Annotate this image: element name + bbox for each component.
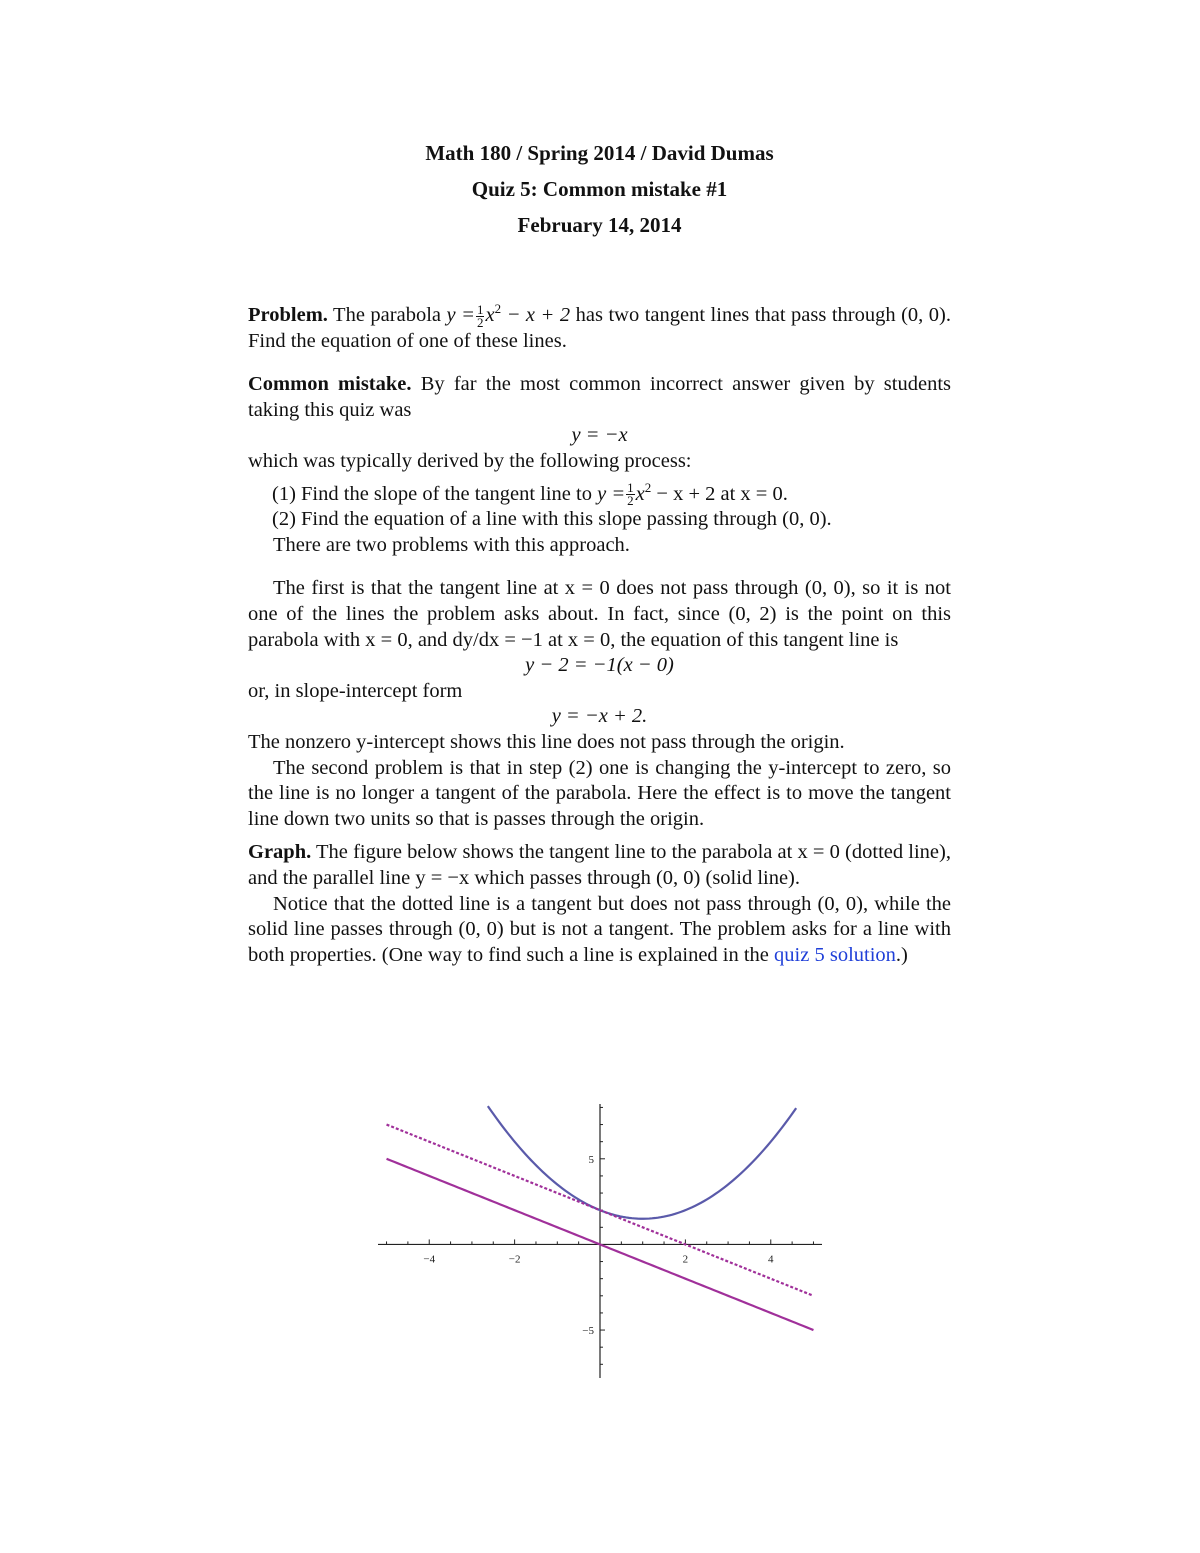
process-steps	[248, 475, 951, 533]
y-tick-label: 5	[588, 1153, 594, 1166]
problem-eq-base: x	[485, 303, 495, 326]
problem-lead: Problem.	[248, 303, 328, 326]
quiz-title: Quiz 5: Common mistake #1	[471, 177, 728, 201]
process-step-1: (1) Find the slope of the tangent line to y = $\frac{1}{2}$ $x^2 - x + 2$ at x = 0.	[272, 479, 788, 509]
graph-figure	[370, 1096, 830, 1386]
mistake-intro: By far the most common incorrect answer given by students taking this quiz was	[248, 373, 952, 421]
explanation-paragraph-1: The first is that the tangent line at x = 0 does not pass through (0, 0), so it is not one of the lines the problem asks about. In fact, since (0, 2) is the point on this parabola with x = 0, and dy/dx = −1 at x = 0, the equation of this tangent line is	[248, 577, 951, 651]
problem-text-a: The parabola	[333, 303, 441, 326]
problem-eq-tail: − x + 2	[506, 303, 571, 326]
x-tick-label: −2	[508, 1253, 521, 1266]
notice-end: .)	[895, 943, 908, 966]
notice-text: Notice that the dotted line is a tangent but does not pass through (0, 0), while the solid line passes through (0, 0) but is not a tangent. The problem asks for a line with both properties. (One way to find such a line is explained in the	[248, 892, 951, 966]
explanation-paragraph-3: The second problem is that in step (2) one is changing the y-intercept to zero, so the line is no longer a tangent of the parabola. Here the effect is to move the tangent line down two units so that is passes through the origin.	[248, 756, 951, 830]
problem-eq-exp: 2	[494, 301, 502, 316]
problem-text-b: has two tangent lines that pass through (0, 0). Find the equation of one of these lines.	[248, 303, 952, 352]
y-tick-label: −5	[582, 1325, 594, 1338]
explanation-paragraph-2: The nonzero y-intercept shows this line does not pass through the origin.	[248, 730, 845, 753]
process-intro: which was typically derived by the following process:	[248, 450, 692, 472]
graph-paragraph	[248, 840, 951, 891]
mistake-lead: Common mistake.	[248, 373, 412, 396]
x-tick-label: 4	[768, 1253, 774, 1266]
axes	[378, 1104, 822, 1378]
x-tick-label: −4	[423, 1253, 436, 1266]
mistake-display-answer: y = −x	[571, 424, 628, 447]
explanation-display-1: y − 2 = −1(x − 0)	[525, 654, 674, 677]
document-body	[248, 296, 951, 968]
problem-fraction: $\frac{1}{2}$	[476, 301, 484, 330]
notice-paragraph	[248, 892, 951, 969]
mistake-paragraph	[248, 372, 951, 423]
title-block	[248, 138, 951, 246]
problem-paragraph	[248, 296, 951, 354]
date-line: February 14, 2014	[517, 213, 682, 237]
quiz-solution-link[interactable]: quiz 5 solution	[774, 943, 896, 966]
explanation-mid: or, in slope-intercept form	[248, 679, 463, 702]
graph-lead: Graph.	[248, 841, 312, 864]
graph-text: The figure below shows the tangent line to the parabola at x = 0 (dotted line), and the parallel line y = −x which passes through (0, 0) (solid line).	[248, 841, 951, 889]
course-line: Math 180 / Spring 2014 / David Dumas	[425, 141, 774, 165]
explanation-display-2: y = −x + 2.	[551, 705, 648, 728]
approach-summary: There are two problems with this approach.	[273, 533, 630, 556]
process-step-2: (2) Find the equation of a line with this slope passing through (0, 0).	[272, 508, 832, 531]
x-tick-label: 2	[682, 1253, 689, 1266]
parabola-curve	[488, 1106, 796, 1219]
problem-eq-y: y =	[446, 303, 475, 326]
